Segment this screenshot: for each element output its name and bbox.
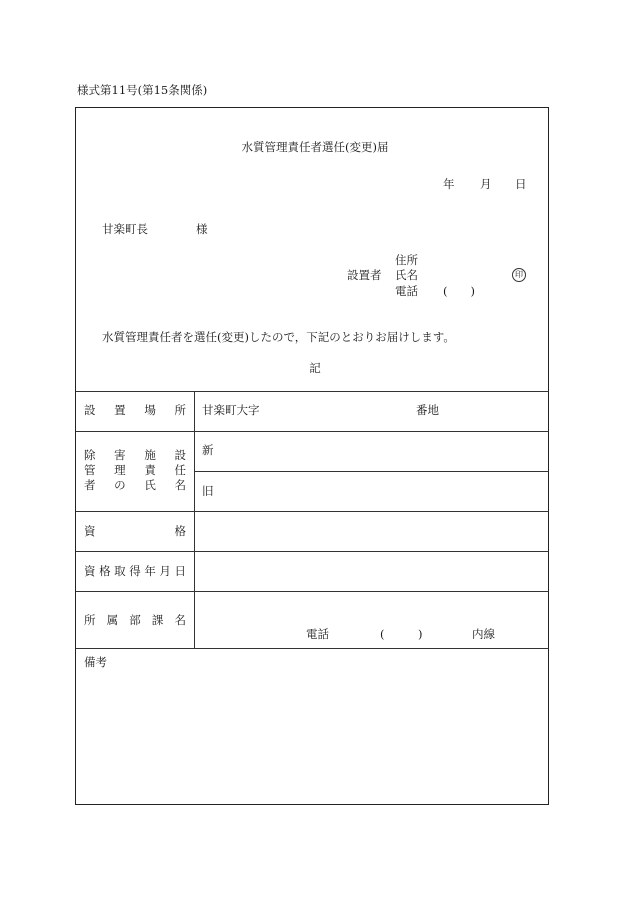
label-char: 氏 bbox=[144, 478, 156, 492]
new-label: 新 bbox=[202, 443, 214, 457]
spread-text bbox=[84, 566, 186, 578]
row-divider bbox=[76, 431, 549, 432]
label-char: 格 bbox=[174, 524, 186, 538]
date-year: 年 bbox=[443, 177, 455, 191]
remarks-divider bbox=[76, 648, 549, 649]
label-char: 責 bbox=[144, 463, 156, 477]
label-char: 得 bbox=[129, 564, 141, 578]
label-char: 名 bbox=[174, 613, 186, 627]
label-char: 除 bbox=[84, 448, 96, 462]
spread-text bbox=[84, 526, 186, 538]
row-divider bbox=[76, 591, 549, 592]
spread-text bbox=[84, 480, 186, 492]
spread-text bbox=[84, 450, 186, 462]
label-char: 取 bbox=[114, 564, 126, 578]
label-char: 施 bbox=[144, 448, 156, 462]
label-char: 管 bbox=[84, 463, 96, 477]
body-text: 水質管理責任者を選任(変更)したので，下記のとおりお届けします。 bbox=[102, 330, 455, 344]
label-char: 所 bbox=[84, 613, 96, 627]
label-char: 設 bbox=[174, 448, 186, 462]
label-char: 資 bbox=[84, 524, 96, 538]
seal-mark: 印 bbox=[512, 268, 526, 282]
spread-text bbox=[84, 405, 186, 417]
label-char: 置 bbox=[114, 403, 126, 417]
label-char: 害 bbox=[114, 448, 126, 462]
row-label-qualification-date bbox=[84, 566, 186, 578]
label-char: 所 bbox=[174, 403, 186, 417]
row-divider bbox=[76, 511, 549, 512]
row-label-manager-line1 bbox=[84, 450, 186, 462]
old-label: 旧 bbox=[202, 484, 214, 498]
spread-text bbox=[84, 615, 186, 627]
table-top-border bbox=[76, 391, 549, 392]
new-old-divider bbox=[194, 471, 549, 472]
row-label-manager-line3 bbox=[84, 480, 186, 492]
date-day: 日 bbox=[515, 177, 527, 191]
row-label-manager-line2 bbox=[84, 465, 186, 477]
addressee-honorific: 様 bbox=[196, 222, 208, 236]
location-suffix: 番地 bbox=[416, 403, 439, 417]
ki-label: 記 bbox=[309, 361, 321, 375]
remarks-label: 備考 bbox=[84, 655, 107, 669]
name-label: 氏名 bbox=[395, 268, 418, 282]
label-char: 資 bbox=[84, 564, 96, 578]
label-char: 課 bbox=[151, 613, 164, 627]
phone-parens: ( ) bbox=[443, 284, 475, 298]
row-divider bbox=[76, 551, 549, 552]
phone-label: 電話 bbox=[395, 284, 418, 298]
label-char: 任 bbox=[174, 463, 186, 477]
label-char: 理 bbox=[114, 463, 126, 477]
label-char: 名 bbox=[174, 478, 186, 492]
applicant-role: 設置者 bbox=[347, 268, 382, 282]
label-char: 月 bbox=[159, 564, 171, 578]
label-char: 日 bbox=[174, 564, 186, 578]
department-extension-label: 内線 bbox=[472, 627, 495, 641]
form-number: 様式第11号(第15条関係) bbox=[77, 83, 208, 97]
label-char: 者 bbox=[84, 478, 96, 492]
label-char: 格 bbox=[99, 564, 111, 578]
row-label-department bbox=[84, 615, 186, 627]
department-phone-open: ( bbox=[380, 627, 385, 641]
spread-text bbox=[84, 465, 186, 477]
location-prefix: 甘楽町大字 bbox=[202, 403, 260, 417]
row-label-location bbox=[84, 405, 186, 417]
date-month: 月 bbox=[480, 177, 492, 191]
column-divider bbox=[194, 391, 195, 648]
label-char: 属 bbox=[106, 613, 119, 627]
addressee-name: 甘楽町長 bbox=[102, 222, 148, 236]
label-char: の bbox=[114, 478, 126, 492]
department-phone-close: ) bbox=[418, 627, 423, 641]
row-label-qualification bbox=[84, 526, 186, 538]
address-label: 住所 bbox=[395, 253, 418, 267]
label-char: 場 bbox=[144, 403, 156, 417]
document-title: 水質管理責任者選任(変更)届 bbox=[241, 140, 389, 154]
label-char: 部 bbox=[129, 613, 141, 627]
label-char: 年 bbox=[144, 564, 156, 578]
department-phone-label: 電話 bbox=[306, 627, 329, 641]
label-char: 設 bbox=[84, 403, 96, 417]
